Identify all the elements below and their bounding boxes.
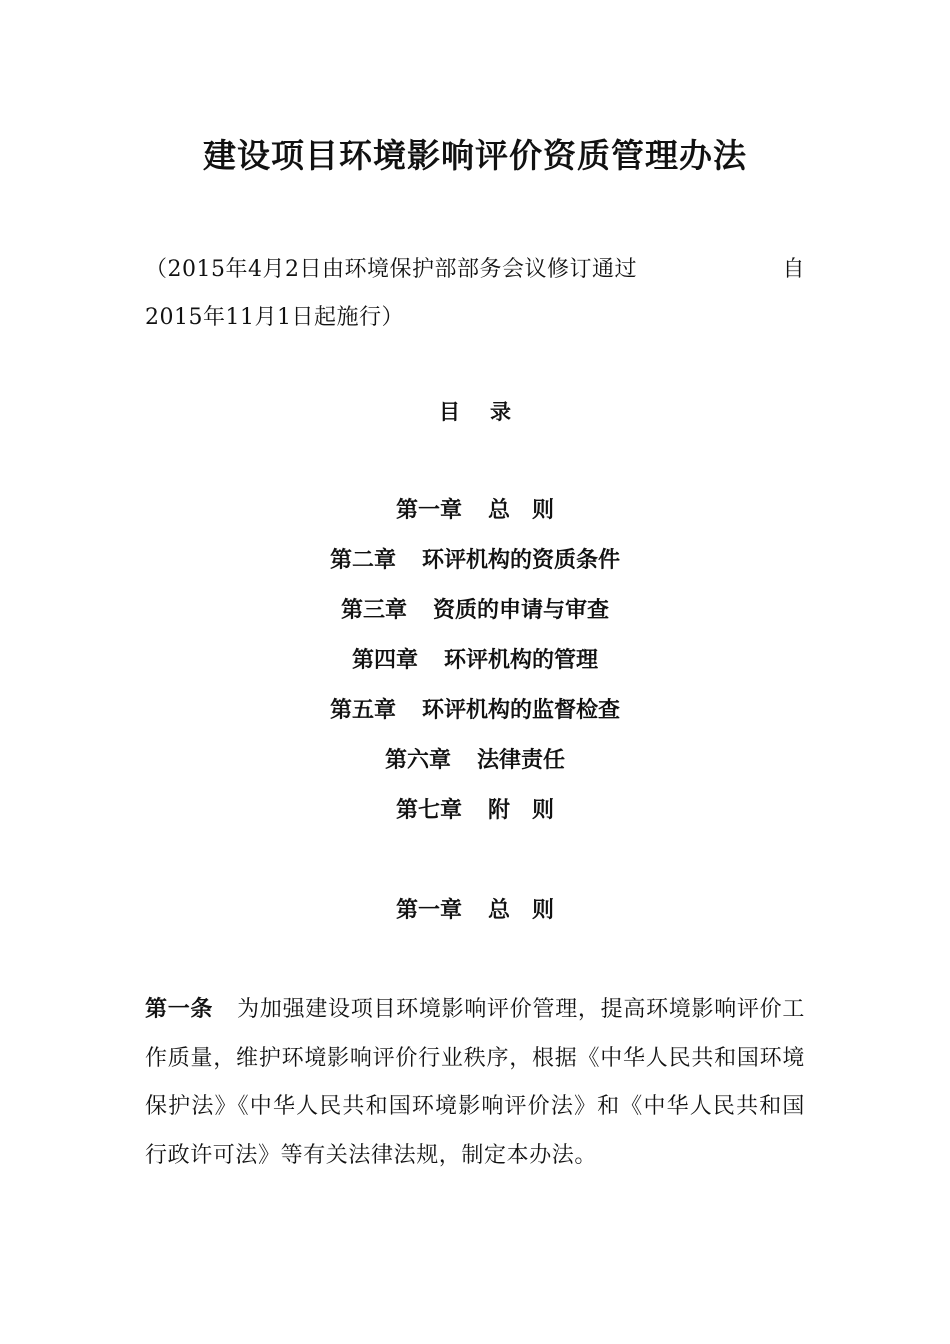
- chapter-number: 第一章: [395, 898, 462, 923]
- chapter-heading: [0, 893, 950, 924]
- toc-chapter-title: 环评机构的管理: [444, 648, 599, 673]
- toc-item[interactable]: [0, 744, 950, 794]
- toc-heading: [0, 396, 950, 426]
- toc-item[interactable]: [0, 794, 950, 844]
- toc-chapter-number: 第一章: [395, 498, 462, 523]
- chapter-title: 总 则: [488, 898, 555, 923]
- document-subtitle: [145, 246, 805, 342]
- toc-chapter-number: 第七章: [395, 798, 462, 823]
- toc-item[interactable]: [0, 544, 950, 594]
- toc-chapter-number: 第二章: [329, 548, 396, 573]
- toc-item[interactable]: [0, 644, 950, 694]
- toc-chapter-title: 资质的申请与审查: [433, 598, 610, 623]
- table-of-contents: [0, 494, 950, 844]
- toc-chapter-title: 总 则: [488, 498, 555, 523]
- toc-chapter-title: 附 则: [488, 798, 555, 823]
- article-text: 为加强建设项目环境影响评价管理，提高环境影响评价工作质量，维护环境影响评价行业秩序，根据《中华人民共和国环境保护法》《中华人民共和国环境影响评价法》和《中华人民共和国行政许可法》等有关法律法规，制定本办法。: [145, 997, 805, 1168]
- toc-chapter-title: 法律责任: [477, 748, 566, 773]
- toc-chapter-number: 第三章: [340, 598, 407, 623]
- toc-item[interactable]: [0, 694, 950, 744]
- subtitle-revision-text: （2015年4月2日由环境保护部部务会议修订通过: [145, 257, 637, 282]
- toc-chapter-number: 第五章: [329, 698, 396, 723]
- toc-chapter-title: 环评机构的监督检查: [422, 698, 621, 723]
- toc-chapter-number: 第四章: [351, 648, 418, 673]
- subtitle-line-2: 2015年11月1日起施行）: [145, 305, 404, 330]
- toc-chapter-title: 环评机构的资质条件: [422, 548, 621, 573]
- article-label: 第一条: [145, 997, 214, 1022]
- subtitle-line-1: [145, 246, 805, 294]
- document-title: 建设项目环境影响评价资质管理办法: [203, 136, 747, 175]
- toc-item[interactable]: [0, 494, 950, 544]
- subtitle-effective-prefix: 自: [782, 257, 805, 282]
- toc-item[interactable]: [0, 594, 950, 644]
- toc-heading-text: 目录: [439, 400, 541, 424]
- toc-chapter-number: 第六章: [384, 748, 451, 773]
- article-paragraph: [145, 986, 805, 1180]
